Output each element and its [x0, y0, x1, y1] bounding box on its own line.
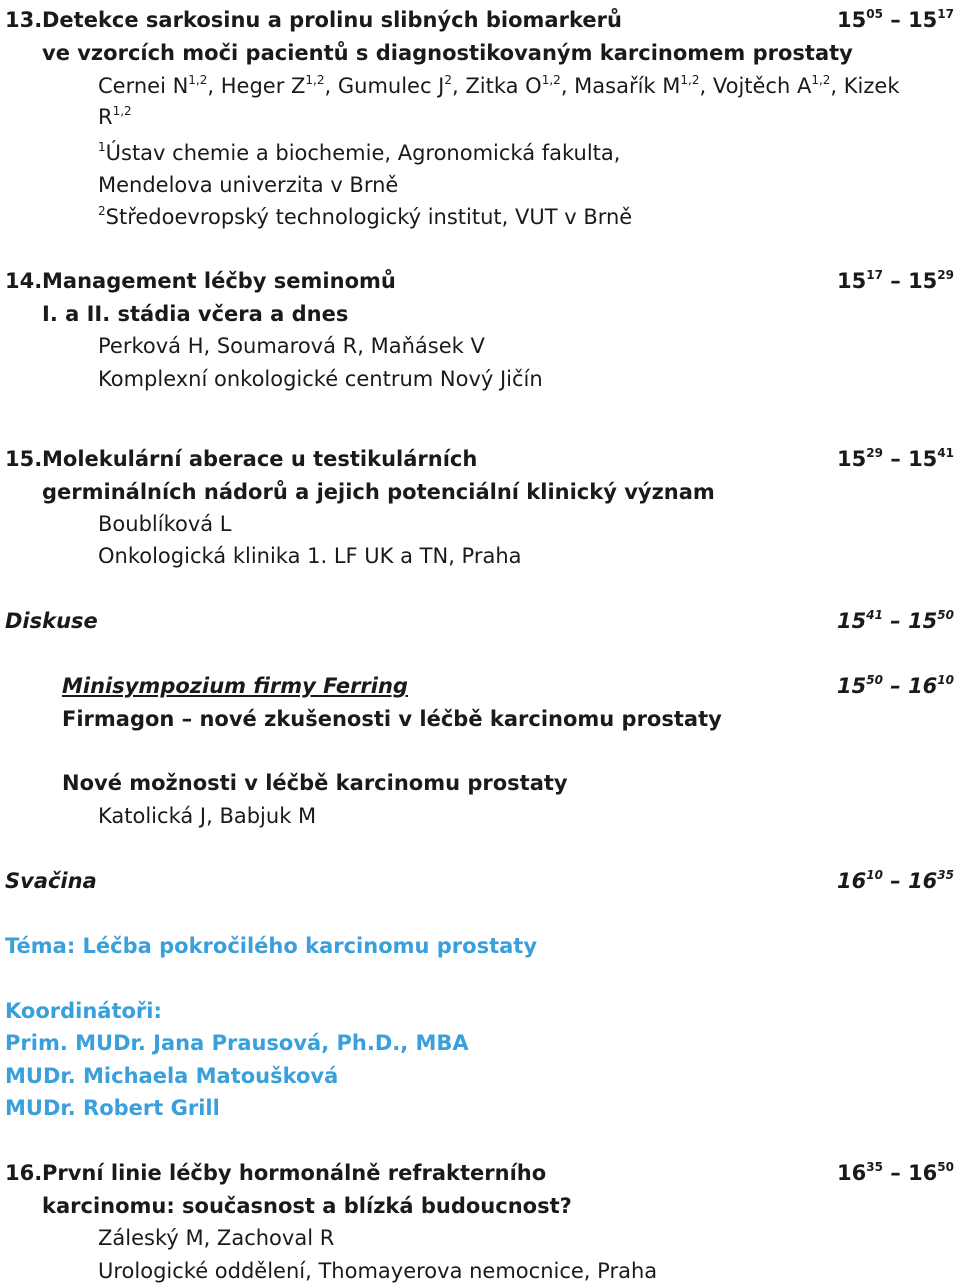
time-range: $16^{10} - 16^{35}$	[837, 868, 954, 893]
time-range: $15^{29} - 15^{41}$	[837, 446, 954, 471]
minisymposium-row	[0, 670, 960, 702]
item-number: 13.	[5, 8, 43, 32]
item-title: Detekce sarkosinu a prolinu slibných biomarkerů	[42, 8, 622, 32]
program-item-15-title-line	[0, 443, 960, 475]
time-range: $15^{17} - 15^{29}$	[837, 268, 954, 293]
coordinator-3	[0, 1092, 960, 1124]
item-title-continued: germinálních nádorů a jejich potenciální klinický význam	[42, 480, 715, 504]
author: Gumulec $J^2$,	[337, 73, 466, 98]
program-item-13-affiliation-1	[0, 137, 960, 169]
time-range: $15^{41} - 15^{50}$	[837, 608, 954, 633]
item-number: 16.	[5, 1161, 43, 1185]
item-title: Management léčby seminomů	[42, 269, 396, 293]
author: Heger Z$^{1,2}$,	[220, 73, 338, 98]
coordinator-1	[0, 1027, 960, 1059]
program-item-14-title-line-2	[0, 298, 960, 330]
talk-title: Firmagon – nové zkušenosti v léčbě karcinomu prostaty	[62, 707, 722, 731]
item-number: 14.	[5, 269, 43, 293]
time-range: $15^{50} - 16^{10}$	[837, 673, 954, 698]
minisymposium-talk-2-authors	[0, 800, 960, 832]
coordinators-heading	[0, 995, 960, 1027]
author: Masařík M$^{1,2}$,	[574, 73, 713, 98]
program-item-15-affiliation	[0, 540, 960, 572]
affiliation: Komplexní onkologické centrum Nový Jičín	[98, 367, 543, 391]
affiliation: $^2$Středoevropský technologický institut, VUT v Brně	[98, 204, 633, 229]
coordinator-name: MUDr. Michaela Matoušková	[5, 1064, 339, 1088]
author-list: Perková H, Soumarová R, Maňásek V	[98, 334, 485, 358]
program-item-14-title-line	[0, 265, 960, 297]
program-item-13-title-line	[0, 4, 960, 36]
minisymposium-label: Minisympozium firmy Ferring	[62, 674, 408, 698]
program-item-14-authors	[0, 330, 960, 362]
item-title: Molekulární aberace u testikulárních	[42, 447, 478, 471]
author-list: Katolická J, Babjuk M	[98, 804, 317, 828]
program-item-16-title-line-2	[0, 1190, 960, 1222]
program-item-13-affiliation-2	[0, 201, 960, 233]
author-list	[98, 70, 900, 102]
author: Zitka O$^{1,2}$,	[465, 73, 575, 98]
break-row	[0, 865, 960, 897]
topic-heading	[0, 930, 960, 962]
discussion-label: Diskuse	[5, 609, 98, 633]
program-item-13-authors-continued	[0, 101, 960, 133]
item-title: První linie léčby hormonálně refrakterního	[42, 1161, 547, 1185]
coordinator-2	[0, 1060, 960, 1092]
item-title-continued: karcinomu: současnost a blízká budoucnost?	[42, 1194, 572, 1218]
program-item-15-title-line-2	[0, 476, 960, 508]
author-list: Boublíková L	[98, 512, 232, 536]
minisymposium-talk-2	[0, 767, 960, 799]
discussion-row	[0, 605, 960, 637]
author: Kizek	[843, 74, 900, 98]
affiliation: Onkologická klinika 1. LF UK a TN, Praha	[98, 544, 522, 568]
coordinators-label: Koordinátoři:	[5, 999, 162, 1023]
author: Cernei N$^{1,2}$,	[98, 73, 221, 98]
coordinator-name: Prim. MUDr. Jana Prausová, Ph.D., MBA	[5, 1031, 469, 1055]
program-item-13-title-line-2	[0, 37, 960, 69]
program-item-13-affiliation-1-continued	[0, 169, 960, 201]
minisymposium-talk-1	[0, 703, 960, 735]
program-item-16-title-line	[0, 1157, 960, 1189]
time-range: $16^{35} - 16^{50}$	[837, 1160, 954, 1185]
topic-label: Téma: Léčba pokročilého karcinomu prostaty	[5, 934, 538, 958]
program-item-16-authors	[0, 1222, 960, 1254]
author-list: Záleský M, Zachoval R	[98, 1226, 335, 1250]
item-title-continued: I. a II. stádia včera a dnes	[42, 302, 349, 326]
item-title-continued: ve vzorcích moči pacientů s diagnostikovaným karcinomem prostaty	[42, 41, 853, 65]
item-number: 15.	[5, 447, 43, 471]
author: Vojtěch A$^{1,2}$,	[712, 73, 844, 98]
program-item-13-authors	[0, 70, 960, 102]
affiliation-continued: Mendelova univerzita v Brně	[98, 173, 399, 197]
program-item-15-authors	[0, 508, 960, 540]
program-item-14-affiliation	[0, 363, 960, 395]
coordinator-name: MUDr. Robert Grill	[5, 1096, 220, 1120]
author-list-continued: R$^{1,2}$	[98, 104, 132, 129]
break-label: Svačina	[5, 869, 97, 893]
affiliation: $^1$Ústav chemie a biochemie, Agronomická fakulta,	[98, 140, 621, 165]
program-item-16-affiliation	[0, 1255, 960, 1287]
affiliation: Urologické oddělení, Thomayerova nemocnice, Praha	[98, 1259, 658, 1283]
talk-title: Nové možnosti v léčbě karcinomu prostaty	[62, 771, 568, 795]
time-range: $15^{05} - 15^{17}$	[837, 7, 954, 32]
